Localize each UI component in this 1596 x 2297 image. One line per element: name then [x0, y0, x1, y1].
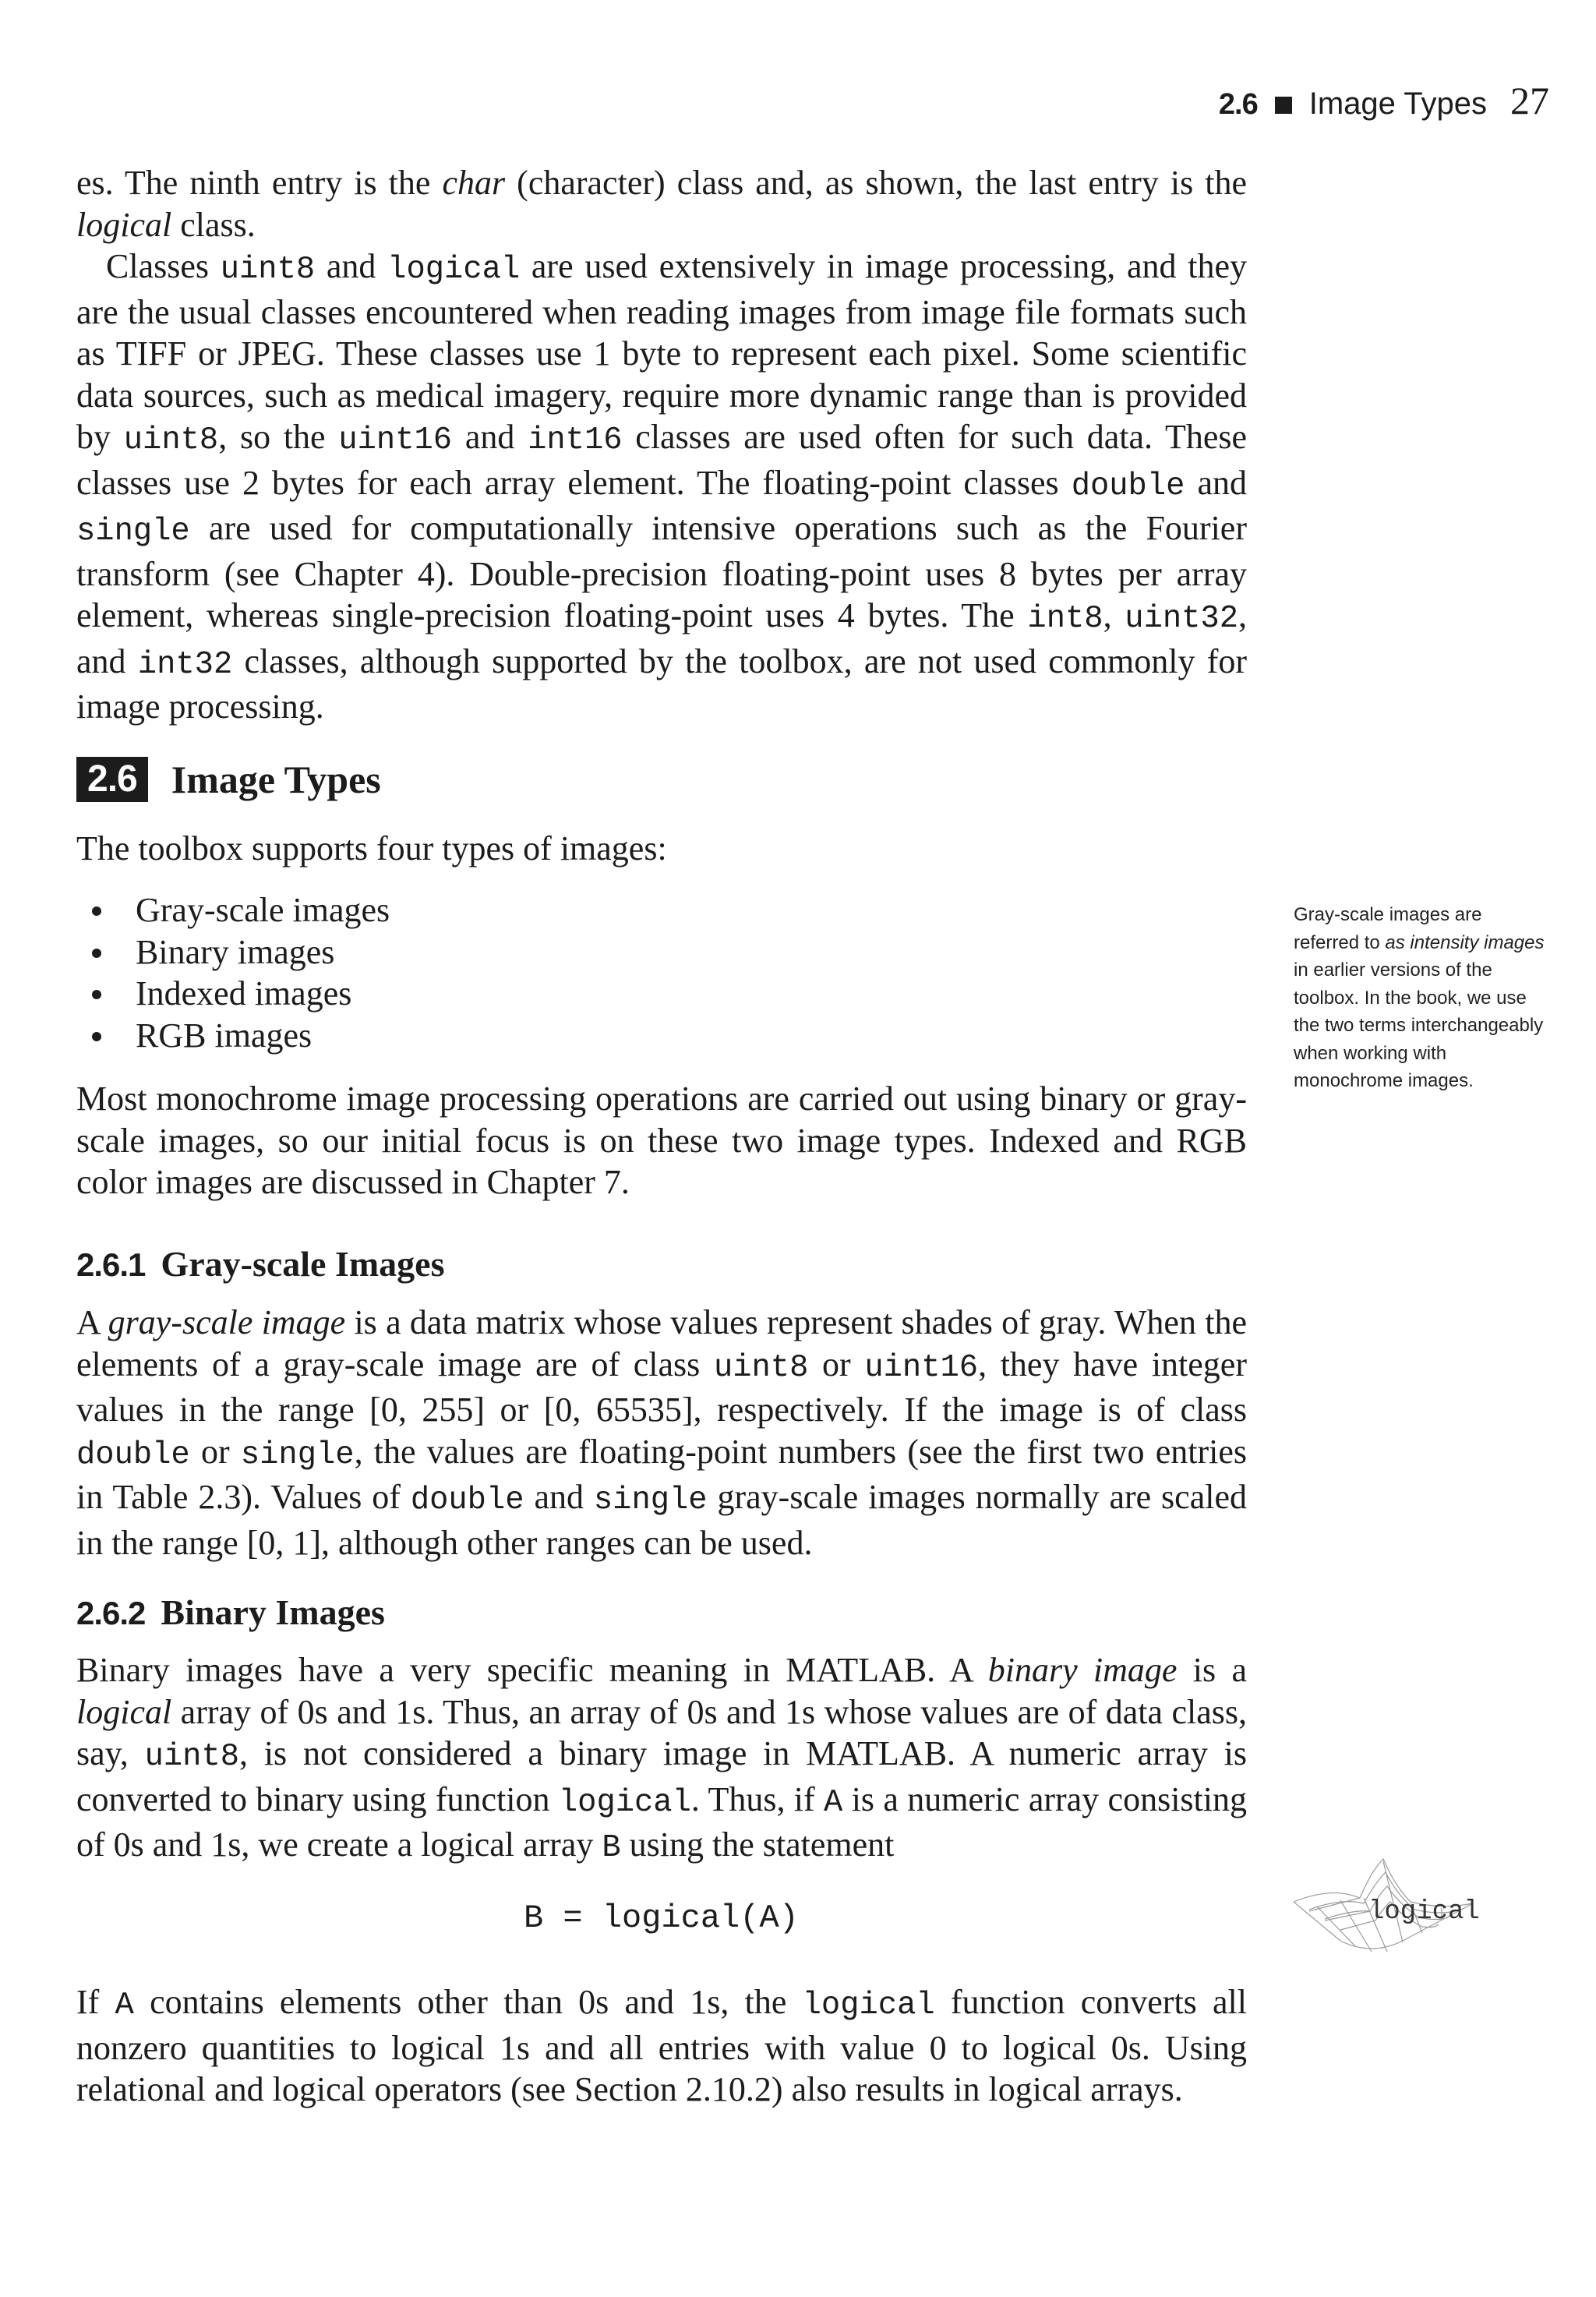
- header-section-number: 2.6: [1218, 88, 1258, 121]
- logo-label: logical: [1368, 1897, 1480, 1927]
- header-title: Image Types: [1308, 87, 1487, 121]
- bullet-dot-icon: [92, 949, 101, 958]
- page-number: 27: [1510, 79, 1549, 122]
- intro-text: [76, 162, 1247, 728]
- list-item: RGB images: [86, 1015, 390, 1057]
- section-lead: The toolbox supports four types of images:: [76, 829, 667, 868]
- bullet-dot-icon: [92, 906, 101, 916]
- image-types-list: [86, 889, 390, 1056]
- binary-paragraph: Binary images have a very specific meaning in MATLAB. A binary image is a logical array of 0s and 1s. Thus, an array of 0s and 1s whose values are of data class, say, uint8, is not considered a binary image in MATLAB. A numeric array is converted to binary using function logical. Thus, if A is a numeric array consisting of 0s and 1s, we create a logical array B using the statement: [76, 1651, 1247, 1866]
- section-number-box: 2.6: [76, 757, 148, 802]
- section-heading: [76, 757, 381, 802]
- subsection-heading-2-6-1: 2.6.1 Gray-scale Images: [76, 1244, 445, 1284]
- grayscale-paragraph: A gray-scale image is a data matrix whose values represent shades of gray. When the elements of a gray-scale image are of class uint8 or uint16, they have integer values in the range [0, 255] or [0, 65535], respectively. If the image is of class double or single, the values are floating-point numbers (see the first two entries in Table 2.3). Values of double and single gray-scale images normally are scaled in the range [0, 1], although other ranges can be used.: [76, 1303, 1247, 1562]
- square-bullet-icon: [1275, 97, 1292, 114]
- list-item: Binary images: [86, 931, 390, 974]
- section-title: Image Types: [171, 758, 381, 801]
- margin-note: Gray-scale images are referred to as intensity images in earlier versions of the toolbox. In the book, we use the two terms interchangeably when working with monochrome images.: [1294, 904, 1545, 1091]
- intro-paragraph-2: Classes uint8 and logical are used extensively in image processing, and they are the usual classes encountered when reading images from image file formats such as TIFF or JPEG. These classes use 1 byte to represent each pixel. Some scientific data sources, such as medical imagery, require more dynamic range than is provided by uint8, so the uint16 and int16 classes are used often for such data. These classes use 2 bytes for each array element. The floating-point classes double and single are used for computationally intensive operations such as the Fourier transform (see Chapter 4). Double-precision floating-point uses 8 bytes per array element, whereas single-precision floating-point uses 4 bytes. The int8, uint32, and int32 classes, although supported by the toolbox, are not used commonly for image processing.: [76, 247, 1248, 726]
- section-after-list: Most monochrome image processing operations are carried out using binary or gray-scale images, so our initial focus is on these two image types. Indexed and RGB color images are discussed in Chapter 7.: [76, 1080, 1247, 1201]
- running-header: [1219, 78, 1549, 123]
- intro-paragraph-1: es. The ninth entry is the char (character) class and, as shown, the last entry is the logical class.: [76, 164, 1247, 244]
- list-item: Gray-scale images: [86, 889, 390, 931]
- matlab-membrane-logo-icon: [1286, 1855, 1488, 1964]
- list-item: Indexed images: [86, 973, 390, 1015]
- binary-paragraph-2: If A contains elements other than 0s and 1s, the logical function converts all nonzero quantities to logical 1s and all entries with value 0 to logical 0s. Using relational and logical operators (see Section 2.10.2) also results in logical arrays.: [76, 1983, 1248, 2108]
- code-statement: B = logical(A): [524, 1899, 799, 1937]
- subsection-heading-2-6-2: 2.6.2 Binary Images: [76, 1592, 385, 1632]
- bullet-dot-icon: [92, 990, 101, 999]
- bullet-dot-icon: [92, 1032, 101, 1041]
